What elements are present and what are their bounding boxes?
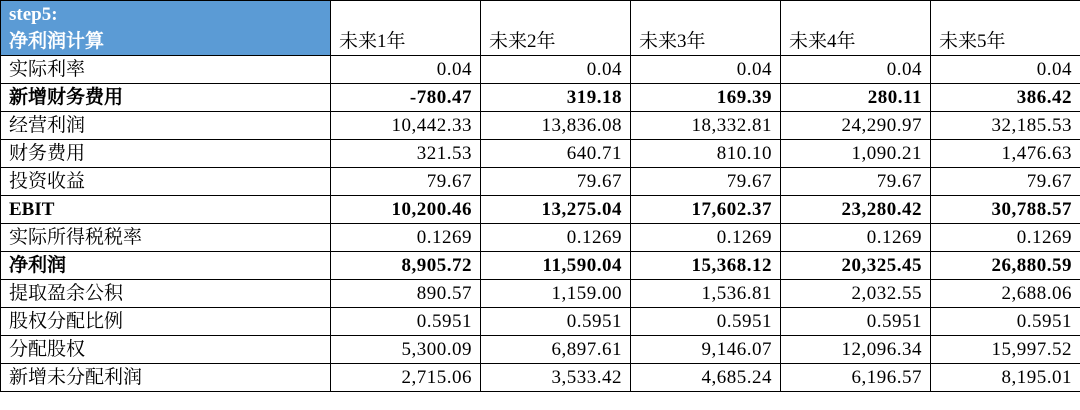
cell-value: 321.53: [331, 140, 481, 168]
cell-value: 280.11: [781, 84, 931, 112]
table-row: [1, 112, 1080, 140]
cell-value: 5,300.09: [331, 336, 481, 364]
row-label: 提取盈余公积: [1, 280, 331, 308]
cell-value: 79.67: [481, 168, 631, 196]
cell-value: 2,032.55: [781, 280, 931, 308]
row-label: 新增财务费用: [1, 84, 331, 112]
cell-value: 0.1269: [481, 224, 631, 252]
row-label: EBIT: [1, 196, 331, 224]
row-label: 分配股权: [1, 336, 331, 364]
cell-value: 0.5951: [931, 308, 1080, 336]
cell-value: 4,685.24: [631, 364, 781, 392]
cell-value: 0.04: [331, 56, 481, 84]
table-row: [1, 364, 1080, 392]
table-row: [1, 308, 1080, 336]
row-label: 股权分配比例: [1, 308, 331, 336]
cell-value: 24,290.97: [781, 112, 931, 140]
cell-value: 0.04: [631, 56, 781, 84]
cell-value: 79.67: [631, 168, 781, 196]
column-header-year-1: 未来1年: [331, 1, 481, 56]
table-header-row: [1, 1, 1080, 56]
cell-value: 26,880.59: [931, 252, 1080, 280]
cell-value: 12,096.34: [781, 336, 931, 364]
cell-value: 23,280.42: [781, 196, 931, 224]
cell-value: 13,275.04: [481, 196, 631, 224]
cell-value: 0.5951: [781, 308, 931, 336]
cell-value: 640.71: [481, 140, 631, 168]
table-row: [1, 168, 1080, 196]
cell-value: 1,159.00: [481, 280, 631, 308]
row-label: 净利润: [1, 252, 331, 280]
cell-value: 10,200.46: [331, 196, 481, 224]
table-title-line1: step5:: [9, 4, 58, 25]
cell-value: 15,368.12: [631, 252, 781, 280]
column-header-year-4: 未来4年: [781, 1, 931, 56]
cell-value: 890.57: [331, 280, 481, 308]
cell-value: 0.1269: [931, 224, 1080, 252]
cell-value: 17,602.37: [631, 196, 781, 224]
table-row: [1, 140, 1080, 168]
cell-value: 0.5951: [631, 308, 781, 336]
table-row: [1, 280, 1080, 308]
cell-value: 0.04: [481, 56, 631, 84]
table-row: [1, 224, 1080, 252]
table-row: [1, 252, 1080, 280]
cell-value: 32,185.53: [931, 112, 1080, 140]
column-header-year-5: 未来5年: [931, 1, 1080, 56]
cell-value: 0.5951: [481, 308, 631, 336]
cell-value: 0.1269: [781, 224, 931, 252]
table-row: [1, 196, 1080, 224]
cell-value: 11,590.04: [481, 252, 631, 280]
cell-value: 319.18: [481, 84, 631, 112]
table-row: [1, 56, 1080, 84]
row-label: 实际利率: [1, 56, 331, 84]
cell-value: 2,688.06: [931, 280, 1080, 308]
cell-value: 79.67: [331, 168, 481, 196]
row-label: 新增未分配利润: [1, 364, 331, 392]
cell-value: 6,196.57: [781, 364, 931, 392]
cell-value: 9,146.07: [631, 336, 781, 364]
cell-value: 13,836.08: [481, 112, 631, 140]
cell-value: 386.42: [931, 84, 1080, 112]
cell-value: 1,476.63: [931, 140, 1080, 168]
table-row: [1, 84, 1080, 112]
column-header-year-2: 未来2年: [481, 1, 631, 56]
cell-value: 0.1269: [631, 224, 781, 252]
cell-value: -780.47: [331, 84, 481, 112]
cell-value: 3,533.42: [481, 364, 631, 392]
cell-value: 8,905.72: [331, 252, 481, 280]
row-label: 实际所得税税率: [1, 224, 331, 252]
cell-value: 1,090.21: [781, 140, 931, 168]
cell-value: 2,715.06: [331, 364, 481, 392]
cell-value: 8,195.01: [931, 364, 1080, 392]
cell-value: 10,442.33: [331, 112, 481, 140]
cell-value: 810.10: [631, 140, 781, 168]
cell-value: 0.04: [781, 56, 931, 84]
cell-value: 0.1269: [331, 224, 481, 252]
cell-value: 1,536.81: [631, 280, 781, 308]
cell-value: 79.67: [781, 168, 931, 196]
table-title-cell: [1, 1, 331, 56]
cell-value: 169.39: [631, 84, 781, 112]
cell-value: 18,332.81: [631, 112, 781, 140]
cell-value: 20,325.45: [781, 252, 931, 280]
table-title-line2: 净利润计算: [9, 31, 105, 52]
cell-value: 30,788.57: [931, 196, 1080, 224]
cell-value: 15,997.52: [931, 336, 1080, 364]
cell-value: 6,897.61: [481, 336, 631, 364]
table-body: [1, 56, 1080, 392]
cell-value: 79.67: [931, 168, 1080, 196]
row-label: 财务费用: [1, 140, 331, 168]
cell-value: 0.5951: [331, 308, 481, 336]
row-label: 投资收益: [1, 168, 331, 196]
table-row: [1, 336, 1080, 364]
column-header-year-3: 未来3年: [631, 1, 781, 56]
row-label: 经营利润: [1, 112, 331, 140]
cell-value: 0.04: [931, 56, 1080, 84]
